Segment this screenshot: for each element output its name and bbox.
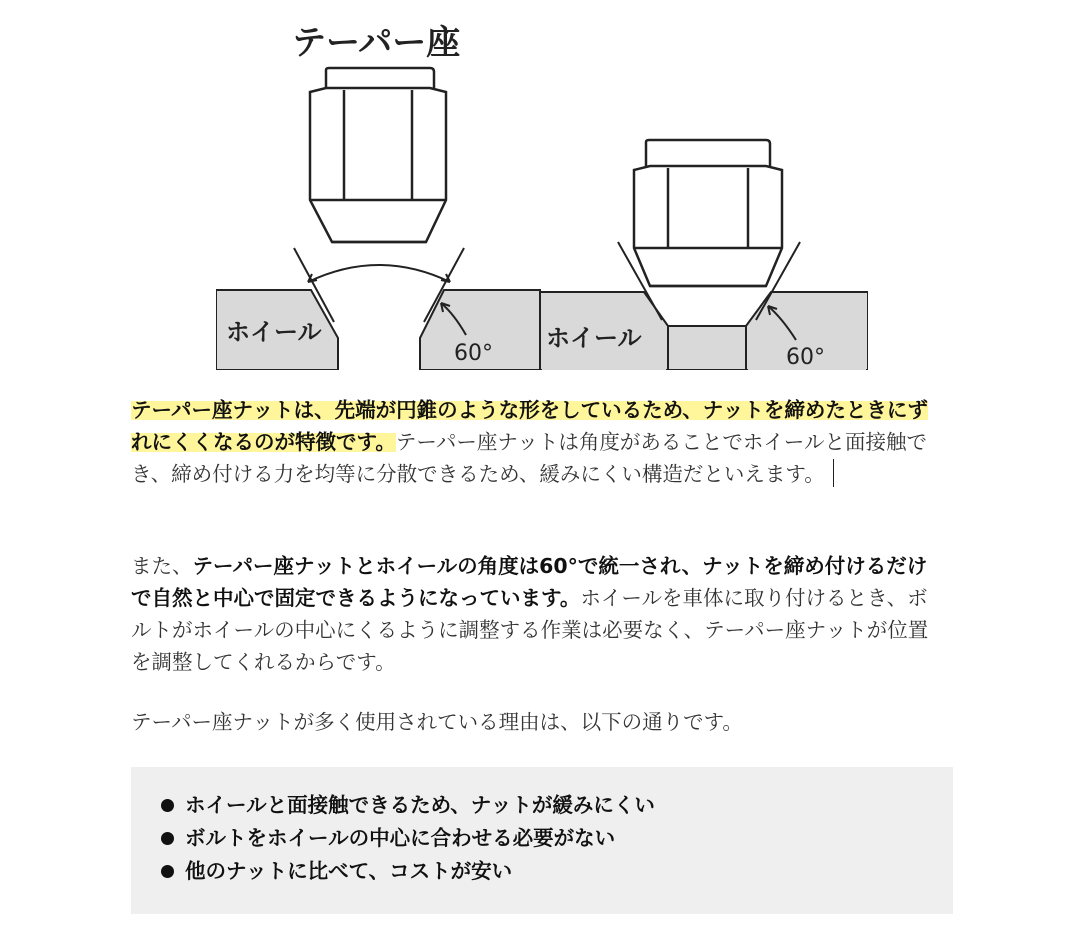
paragraph-text: テーパー座ナットは角度があることでホイールと面接触でき、締め付ける力を均等に分散できるため、緩みにくい構造だといえます。 (131, 430, 928, 486)
bold-statement: テーパー座ナットとホイールの角度は60°で統一され、ナットを締め付けるだけで自然と中心で固定できるようになっています。 (131, 554, 928, 610)
paragraph-lead: また、 (131, 554, 193, 578)
list-item-text: ボルトをホイールの中心に合わせる必要がない (185, 826, 616, 850)
bullet-icon (161, 799, 174, 812)
right-wheel-label: ホイール (546, 324, 642, 352)
figure-title: テーパー座 (292, 23, 461, 63)
paragraph-taper-feature (131, 394, 941, 490)
paragraph-angle (131, 550, 941, 678)
reasons-list (131, 767, 953, 888)
highlighted-statement: テーパー座ナットは、先端が円錐のような形をしているため、ナットを締めたときにずれにくくなるのが特徴です。 (131, 398, 928, 454)
right-angle-label: 60° (786, 345, 825, 370)
list-item (161, 822, 953, 855)
bullet-icon (161, 832, 174, 845)
text-cursor (833, 459, 834, 487)
left-angle-label: 60° (454, 341, 493, 366)
reasons-box (131, 767, 953, 914)
left-wheel-label: ホイール (226, 318, 322, 346)
bullet-icon (161, 865, 174, 878)
taper-seat-diagram (216, 10, 868, 370)
left-nut-icon (310, 68, 446, 242)
paragraph-reasons-intro: テーパー座ナットが多く使用されている理由は、以下の通りです。 (131, 710, 743, 734)
list-item-text: ホイールと面接触できるため、ナットが緩みにくい (185, 793, 655, 817)
list-item (161, 789, 953, 822)
paragraph-text: ホイールを車体に取り付けるとき、ボルトがホイールの中心にくるように調整する作業は必要なく、テーパー座ナットが位置を調整してくれるからです。 (131, 586, 929, 674)
list-item-text: 他のナットに比べて、コストが安い (185, 859, 513, 883)
list-item (161, 855, 953, 888)
right-nut-icon (634, 140, 782, 286)
